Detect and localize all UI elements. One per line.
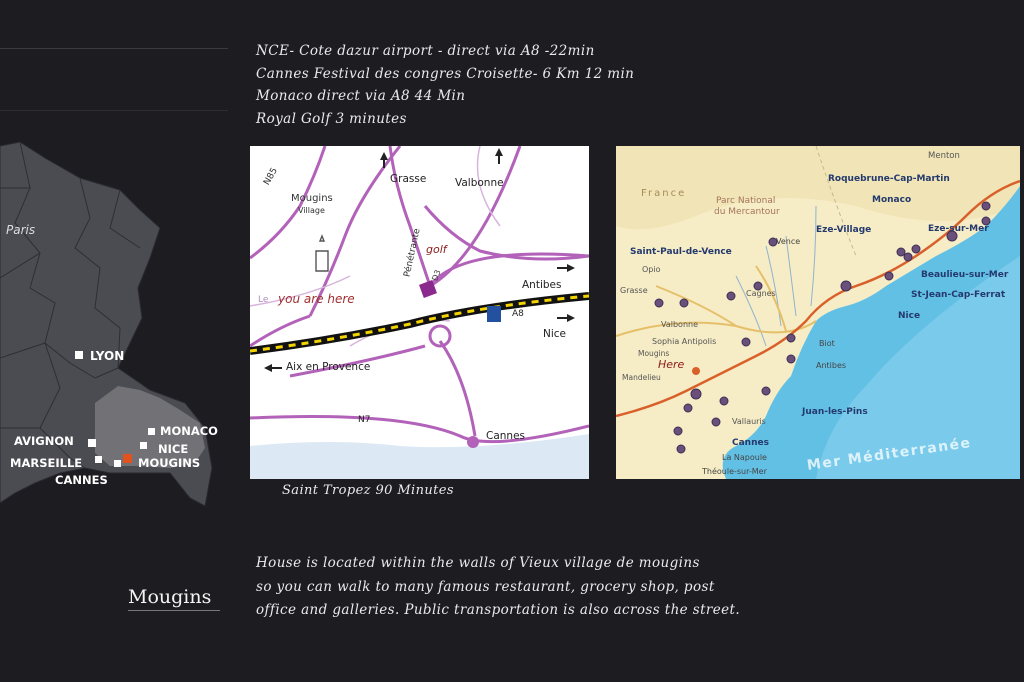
direction-line: Cannes Festival des congres Croisette- 6 Km 12 min [256,65,635,82]
road-map [250,146,589,479]
label-grasse: Grasse [620,286,648,295]
map-label-lyon: LYON [90,349,125,363]
house-description [256,552,740,623]
direction-line: Monaco direct via A8 44 Min [256,88,466,104]
label-parc-1: Parc National [716,196,776,206]
road-label-a8: A8 [512,309,524,319]
road-label-d3: D3 [430,268,443,283]
label-cagnes: Cagnes [746,289,776,298]
divider-line [0,48,228,49]
label-napoule: La Napoule [722,453,767,462]
label-roquebrune: Roquebrune-Cap-Martin [828,174,950,184]
france-map [0,128,230,518]
you-are-here-label: you are here [278,292,355,306]
st-tropez-note: Saint Tropez 90 Minutes [282,483,454,498]
label-france: France [641,188,687,199]
label-mer: Mer Méditerranée [805,434,973,474]
place-label-le: Le [258,295,269,305]
label-mougins: Mougins [638,349,670,358]
road-label-n85: N85 [262,166,280,188]
label-valbonne: Valbonne [661,320,699,329]
label-cannes: Cannes [732,438,769,448]
map-label-avignon: AVIGNON [14,434,74,448]
house-note-line: office and galleries. Public transportation is also across the street. [256,602,741,618]
place-label-cannes: Cannes [486,430,526,442]
region-map [616,146,1020,479]
city-marker [148,428,155,435]
road-label-penetrante: Pénétrante [402,227,423,278]
label-beaulieu: Beaulieu-sur-Mer [921,270,1009,280]
place-label-valbonne: Valbonne [455,177,504,189]
place-label-nice: Nice [543,328,567,340]
logo-text: Mougins [128,586,212,608]
label-theoule: Théoule-sur-Mer [702,467,767,476]
city-marker [140,442,147,449]
mougins-marker [123,454,132,463]
place-label-village: Village [298,206,325,215]
road-label-n7: N7 [358,415,371,425]
place-label-antibes: Antibes [522,279,562,291]
map-label-mougins: MOUGINS [138,456,201,470]
place-label-mougins: Mougins [291,193,333,204]
city-marker [95,456,102,463]
cannes-marker [467,436,479,448]
label-vallauris: Vallauris [732,417,766,426]
label-here: Here [658,358,685,371]
label-parc-2: du Mercantour [714,207,780,217]
label-biot: Biot [819,339,835,348]
map-label-cannes: CANNES [55,473,108,487]
house-note-line: House is located within the walls of Vieux village de mougins [256,555,700,571]
label-sophia: Sophia Antipolis [652,337,717,346]
golf-label: golf [426,243,447,256]
map-label-paris: Paris [6,223,36,237]
label-st-jean: St-Jean-Cap-Ferrat [911,290,1006,300]
label-monaco: Monaco [872,195,912,205]
city-marker [75,351,83,359]
direction-line: Royal Golf 3 minutes [256,110,407,127]
label-juan: Juan-les-Pins [802,407,868,417]
mougins-marker [692,367,700,375]
map-label-nice: NICE [158,442,189,456]
place-label-grasse: Grasse [390,173,427,185]
logo-underline [128,610,220,611]
place-label-aix: Aix en Provence [286,361,371,373]
map-label-monaco: MONACO [160,424,218,438]
label-opio: Opio [642,265,661,274]
label-eze-village: Eze-Village [816,225,872,235]
city-marker [114,460,121,467]
label-menton: Menton [928,151,960,161]
label-vence: Vence [776,237,801,246]
motorway-sign [487,306,501,322]
map-label-marseille: MARSEILLE [10,456,83,470]
mougins-logo [128,586,220,611]
direction-line: NCE- Cote dazur airport - direct via A8 -22min [256,43,595,59]
label-antibes: Antibes [816,361,847,370]
city-marker [88,439,96,447]
house-note-line: so you can walk to many famous restaurant, grocery shop, post [256,578,715,595]
label-st-paul: Saint-Paul-de-Vence [630,247,732,257]
label-mandelieu: Mandelieu [622,373,661,382]
label-eze-mer: Eze-sur-Mer [928,224,989,234]
directions-text [256,40,634,130]
label-nice: Nice [898,311,921,321]
divider-line [0,110,228,111]
